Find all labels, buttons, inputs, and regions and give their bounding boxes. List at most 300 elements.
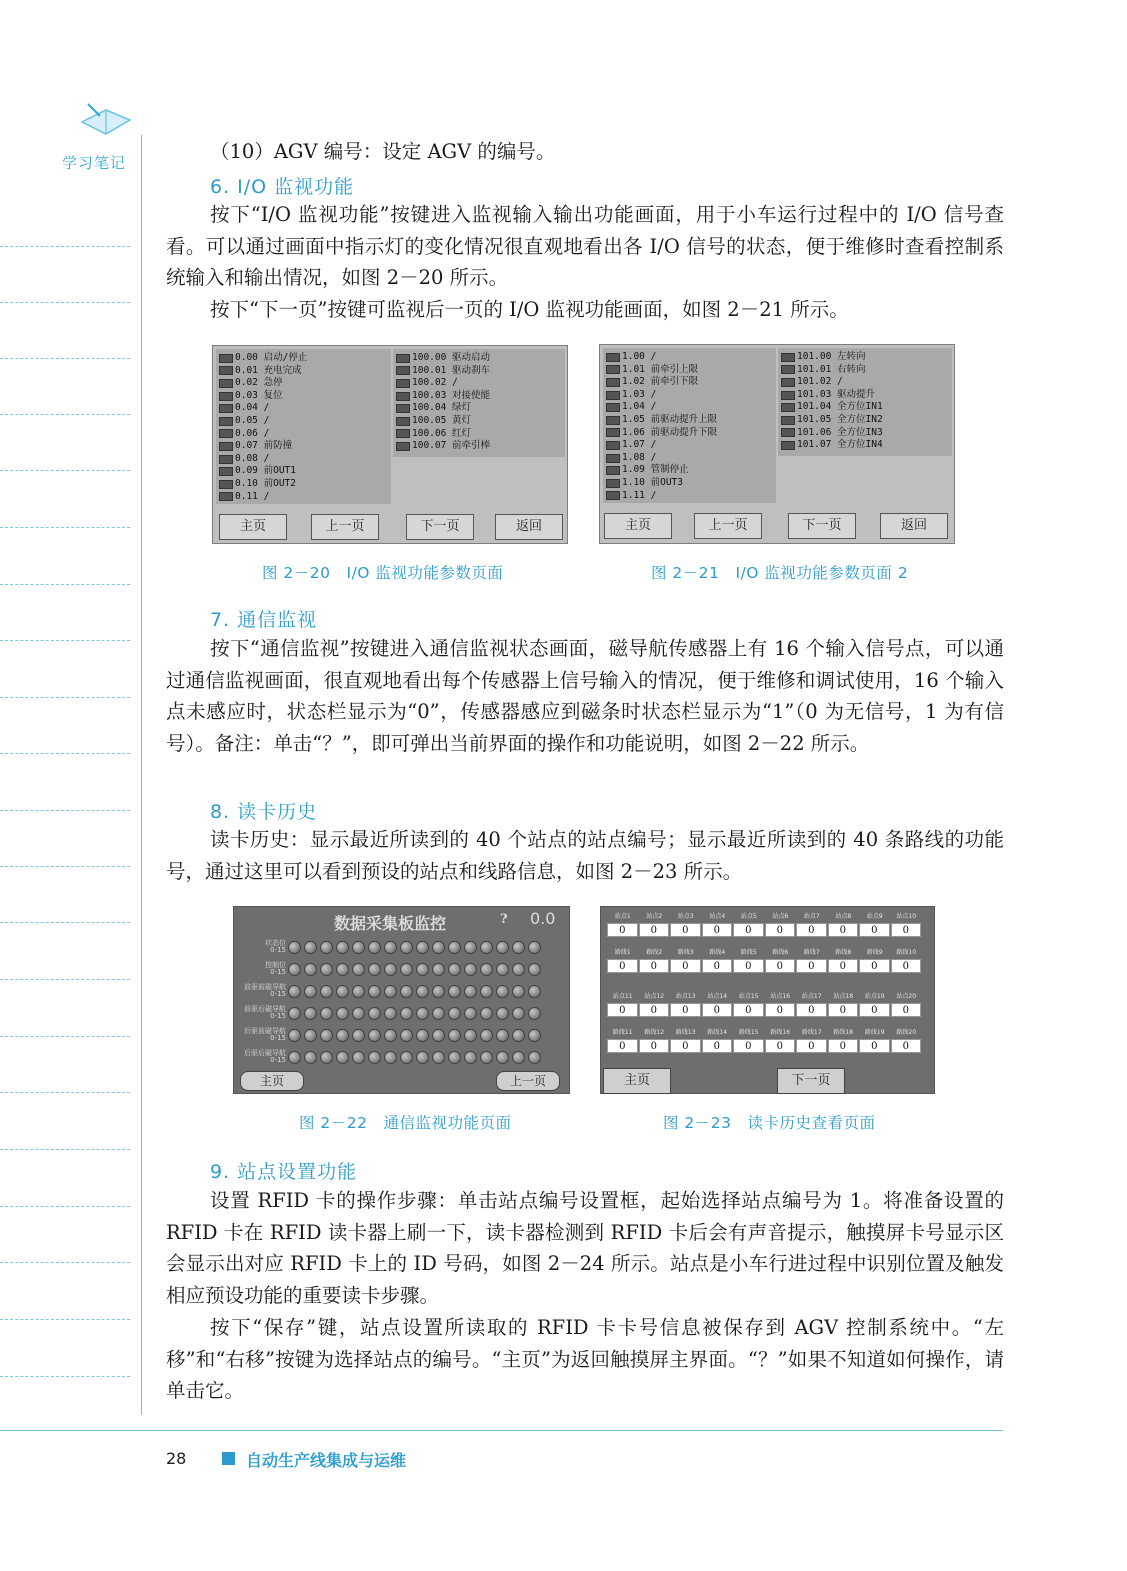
indicator-lamp-icon [396,417,410,426]
history-value-cell: 0 [639,923,670,937]
history-value-cell: 0 [765,959,796,973]
prev-page-button[interactable]: 上一页 [311,514,379,540]
comm-value-readout: 0.0 [530,909,556,928]
signal-led-icon [432,1051,445,1064]
history-column-label: 路线5 [740,949,757,956]
io-signal-row [606,439,776,452]
signal-led-icon [416,963,429,976]
sensor-row-label [238,962,288,976]
caption-fig-2-21: 图 2－21 I/O 监视功能参数页面 2 [651,564,909,582]
signal-led-icon [512,985,525,998]
history-value-cell: 0 [828,959,859,973]
signal-led-icon [416,941,429,954]
io-signal-label: 0.11 / [235,490,270,502]
read-history-screen [600,906,935,1094]
history-value-cell: 0 [670,1003,701,1017]
signal-led-icon [480,1029,493,1042]
history-column-label: 路线4 [709,949,726,956]
heading-read-history: 8. 读卡历史 [210,801,318,823]
signal-led-icon [352,941,365,954]
signal-led-icon [336,1051,349,1064]
margin-label: 学习笔记 [62,154,127,172]
indicator-lamp-icon [396,429,410,438]
io-signal-row [781,401,952,414]
history-value-cell: 0 [639,1003,670,1017]
io-signal-row [606,389,776,402]
io-signal-row [396,365,565,378]
history-value-cell: 0 [796,923,827,937]
signal-led-icon [336,985,349,998]
io-signal-row [219,415,391,428]
heading-io-monitor: 6. I/O 监视功能 [210,176,355,198]
indicator-lamp-icon [606,378,620,387]
io-signal-label: 1.09 管制停止 [622,464,689,476]
home-button[interactable]: 主页 [603,1068,671,1094]
signal-led-icon [320,1007,333,1020]
io-monitor-screen-2 [599,344,955,544]
history-value-cell: 0 [733,1039,764,1053]
signal-led-icon [448,941,461,954]
history-value-cell: 0 [639,959,670,973]
signal-led-icon [496,963,509,976]
signal-led-icon [432,963,445,976]
history-column-label: 站点12 [644,993,665,1000]
io-signal-row [396,440,565,453]
sensor-row-name: 后驱前磁导航 [244,1027,286,1035]
history-column-label: 站点19 [864,993,885,1000]
signal-led-icon [384,963,397,976]
footer-rule [0,1430,1003,1431]
sensor-row-name: 后驱后磁导航 [244,1049,286,1057]
io-monitor-screen-1 [212,345,568,544]
io-signal-row [606,414,776,427]
indicator-lamp-icon [606,441,620,450]
note-line [0,302,130,303]
signal-led-icon [528,985,541,998]
signal-led-icon [464,941,477,954]
page-number: 28 [166,1449,187,1468]
note-line [0,1376,130,1377]
io-signal-row [396,377,565,390]
sensor-row [238,1025,568,1045]
io-signal-row [606,477,776,490]
signal-led-icon [336,1029,349,1042]
signal-led-icon [304,941,317,954]
signal-led-icon [400,1029,413,1042]
signal-led-icon [528,1029,541,1042]
signal-led-icon [448,1029,461,1042]
io-signal-row [781,376,952,389]
io-signal-row [219,377,391,390]
history-column-label: 路线7 [803,949,820,956]
indicator-lamp-icon [396,354,410,363]
signal-led-icon [528,963,541,976]
book-title: 自动生产线集成与运维 [246,1451,407,1470]
signal-led-icon [288,1051,301,1064]
io-signal-label: 101.02 / [797,376,843,388]
history-label-row [607,992,922,1002]
home-button[interactable]: 主页 [219,514,287,540]
history-column-label: 路线18 [833,1029,854,1036]
indicator-lamp-icon [606,403,620,412]
signal-led-icon [304,985,317,998]
history-column-label: 站点1 [614,913,631,920]
io-signal-label: 101.07 全方位IN4 [797,439,883,451]
history-column-label: 站点7 [803,913,820,920]
io-output-panel-2 [778,348,952,456]
signal-led-icon [432,941,445,954]
signal-led-icon [320,1029,333,1042]
history-value-cell: 0 [891,923,922,937]
signal-led-icon [400,985,413,998]
paragraph-io-monitor: 按下“I/O 监视功能”按键进入监视输入输出功能画面，用于小车运行过程中的 I/O 信号查看。可以通过画面中指示灯的变化情况很直观地看出各 I/O 信号的状态，便于维修时查看控制系统输入和输出情况，如图 2－20 所示。 [166,203,1004,289]
next-page-button[interactable]: 下一页 [777,1068,845,1094]
io-signal-label: 0.09 前OUT1 [235,465,296,477]
io-signal-label: 101.00 左转向 [797,351,866,362]
signal-led-icon [352,985,365,998]
history-value-cell: 0 [765,1039,796,1053]
note-line [0,527,130,528]
signal-led-icon [400,1007,413,1020]
indicator-lamp-icon [781,428,795,437]
history-column-label: 路线20 [896,1029,917,1036]
history-value-row [607,1039,922,1053]
signal-led-icon [320,1051,333,1064]
history-column-label: 站点13 [675,993,696,1000]
history-column-label: 路线2 [646,949,663,956]
history-column-label: 站点10 [896,913,917,920]
io-signal-label: 0.04 / [235,402,270,414]
indicator-lamp-icon [396,366,410,375]
signal-led-icon [528,1007,541,1020]
indicator-lamp-icon [781,378,795,387]
help-button[interactable]: ? [500,912,508,927]
history-column-label: 站点4 [709,913,726,920]
signal-led-icon [416,1051,429,1064]
history-value-cell: 0 [859,1039,890,1053]
indicator-lamp-icon [219,429,233,438]
signal-led-icon [512,1007,525,1020]
signal-led-icon [320,941,333,954]
indicator-lamp-icon [219,417,233,426]
history-column-label: 站点14 [707,993,728,1000]
io-signal-label: 0.05 / [235,414,270,426]
io-signal-label: 1.11 / [622,489,657,501]
history-column-label: 路线12 [644,1029,665,1036]
io-signal-row [219,465,391,478]
sensor-row-range: 0-15 [270,1056,286,1064]
io-signal-label: 100.06 红灯 [412,427,472,439]
sensor-row-name: 控制位 [265,961,286,969]
io-signal-label: 101.03 驱动提升 [797,388,876,400]
io-signal-label: 1.04 / [622,401,657,413]
history-value-cell: 0 [607,1039,638,1053]
caption-fig-2-22: 图 2－22 通信监视功能页面 [299,1114,512,1132]
io-signal-row [781,427,952,440]
signal-led-icon [288,963,301,976]
signal-led-icon [528,1051,541,1064]
io-signal-row [219,365,391,378]
sensor-row-range: 0-15 [270,990,286,998]
margin-rule [141,135,142,1415]
signal-led-icon [464,963,477,976]
io-signal-label: 101.05 全方位IN2 [797,413,883,425]
prev-page-button[interactable]: 上一页 [694,513,762,539]
io-signal-label: 0.07 前防撞 [235,440,293,452]
indicator-lamp-icon [606,428,620,437]
history-label-row [607,1028,922,1038]
note-line [0,753,130,754]
io-signal-row [781,439,952,452]
signal-led-icon [528,941,541,954]
io-signal-label: 100.01 驱动刹车 [412,364,491,376]
signal-led-icon [336,941,349,954]
indicator-lamp-icon [219,404,233,413]
io-signal-label: 0.01 充电完成 [235,364,302,376]
indicator-lamp-icon [606,491,620,500]
io-signal-label: 1.03 / [622,388,657,400]
note-line [0,922,130,923]
history-column-label: 站点18 [833,993,854,1000]
io-signal-row [606,351,776,364]
history-value-cell: 0 [796,959,827,973]
signal-led-icon [400,963,413,976]
signal-led-icon [320,985,333,998]
io-input-panel-2 [603,348,776,503]
note-line [0,866,130,867]
signal-led-icon [336,963,349,976]
signal-led-icon [384,985,397,998]
history-value-cell: 0 [670,959,701,973]
history-value-cell: 0 [891,1039,922,1053]
sensor-row-label [238,1028,288,1042]
history-value-cell: 0 [702,923,733,937]
signal-led-icon [496,985,509,998]
signal-led-icon [352,1029,365,1042]
history-column-label: 路线16 [770,1029,791,1036]
note-line [0,1149,130,1150]
io-signal-label: 0.06 / [235,427,270,439]
indicator-lamp-icon [219,442,233,451]
paragraph-save: 按下“保存”键，站点设置所读取的 RFID 卡卡号信息被保存到 AGV 控制系统中。“左移”和“右移”按键为选择站点的编号。“主页”为返回触摸屏主界面。“？”如果不知道如何操作，请单击它。 [166,1316,1004,1402]
history-value-cell: 0 [670,1039,701,1053]
signal-led-icon [352,1007,365,1020]
indicator-lamp-icon [781,365,795,374]
next-page-button[interactable]: 下一页 [406,514,474,540]
io-signal-row [396,428,565,441]
signal-led-icon [464,1029,477,1042]
history-value-cell: 0 [702,1039,733,1053]
history-column-label: 站点9 [866,913,883,920]
signal-led-icon [384,1007,397,1020]
signal-led-icon [288,941,301,954]
io-signal-label: 1.08 / [622,451,657,463]
io-signal-label: 0.03 复位 [235,389,283,401]
paragraph-read-history: 读卡历史：显示最近所读到的 40 个站点的站点编号；显示最近所读到的 40 条路线的功能号，通过这里可以看到预设的站点和线路信息，如图 2－23 所示。 [166,828,1004,883]
signal-led-icon [448,1051,461,1064]
history-value-row [607,959,922,973]
history-column-label: 站点8 [835,913,852,920]
io-signal-row [781,364,952,377]
signal-led-icon [496,1029,509,1042]
io-signal-row [219,440,391,453]
history-value-cell: 0 [859,959,890,973]
note-line [0,246,130,247]
io-signal-row [606,464,776,477]
sensor-row-name: 状态位 [265,939,286,947]
io-signal-row [396,415,565,428]
io-signal-label: 100.03 对接使能 [412,389,491,401]
history-column-label: 站点16 [770,993,791,1000]
io-signal-row [606,490,776,503]
history-column-label: 路线6 [772,949,789,956]
note-line [0,358,130,359]
history-value-row [607,923,922,937]
history-value-cell: 0 [639,1039,670,1053]
io-signal-row [606,376,776,389]
io-signal-row [606,452,776,465]
note-line [0,1092,130,1093]
io-signal-label: 1.07 / [622,439,657,451]
note-line [0,1319,130,1320]
signal-led-icon [400,941,413,954]
indicator-lamp-icon [219,354,233,363]
heading-station-setting: 9. 站点设置功能 [210,1161,358,1183]
history-value-cell: 0 [733,923,764,937]
note-line [0,1206,130,1207]
io-signal-label: 100.02 / [412,377,458,389]
sensor-row-range: 0-15 [270,968,286,976]
indicator-lamp-icon [219,379,233,388]
history-column-label: 路线8 [835,949,852,956]
signal-led-icon [448,1007,461,1020]
indicator-lamp-icon [606,365,620,374]
sensor-row-label [238,1050,288,1064]
indicator-lamp-icon [606,391,620,400]
signal-led-icon [464,1051,477,1064]
signal-led-icon [416,1007,429,1020]
indicator-lamp-icon [219,480,233,489]
indicator-lamp-icon [606,454,620,463]
io-signal-row [396,352,565,365]
io-signal-label: 101.01 右转向 [797,363,866,375]
signal-led-icon [368,985,381,998]
io-input-panel-1 [216,349,391,504]
signal-led-icon [304,1007,317,1020]
next-page-button[interactable]: 下一页 [788,513,856,539]
sensor-row-name: 前驱前磁导航 [244,983,286,991]
history-column-label: 站点3 [677,913,694,920]
signal-led-icon [432,1029,445,1042]
signal-led-icon [384,941,397,954]
io-signal-label: 1.00 / [622,351,657,362]
io-signal-row [781,414,952,427]
signal-led-icon [368,1029,381,1042]
signal-led-icon [368,963,381,976]
signal-led-icon [304,1051,317,1064]
history-column-label: 路线19 [864,1029,885,1036]
note-line [0,584,130,585]
signal-led-icon [384,1029,397,1042]
history-column-label: 路线15 [738,1029,759,1036]
history-value-cell: 0 [702,959,733,973]
history-label-row [607,912,922,922]
io-signal-row [781,351,952,364]
sensor-row [238,1003,568,1023]
history-column-label: 路线17 [801,1029,822,1036]
io-signal-row [219,478,391,491]
signal-led-icon [304,1029,317,1042]
history-column-label: 站点20 [896,993,917,1000]
sensor-row-label [238,1006,288,1020]
caption-fig-2-20: 图 2－20 I/O 监视功能参数页面 [262,564,504,582]
note-line [0,640,130,641]
signal-led-icon [416,1029,429,1042]
signal-led-icon [416,985,429,998]
history-value-cell: 0 [607,923,638,937]
prev-page-button[interactable]: 上一页 [496,1071,560,1091]
history-value-cell: 0 [702,1003,733,1017]
io-signal-row [219,453,391,466]
io-signal-label: 1.10 前OUT3 [622,476,683,488]
indicator-lamp-icon [781,403,795,412]
signal-led-icon [480,1007,493,1020]
signal-led-icon [512,941,525,954]
io-signal-label: 1.06 前驱动提升下限 [622,426,718,438]
signal-led-icon [512,1029,525,1042]
history-value-cell: 0 [796,1039,827,1053]
indicator-lamp-icon [396,379,410,388]
indicator-lamp-icon [219,455,233,464]
io-signal-row [219,402,391,415]
history-value-cell: 0 [670,923,701,937]
indicator-lamp-icon [781,416,795,425]
sensor-row-range: 0-15 [270,946,286,954]
signal-led-icon [512,963,525,976]
io-signal-label: 1.01 前牵引上限 [622,363,699,375]
note-line [0,697,130,698]
sensor-row [238,981,568,1001]
history-column-label: 站点11 [612,993,633,1000]
signal-led-icon [368,1007,381,1020]
io-signal-label: 100.07 前牵引棒 [412,440,491,452]
history-value-cell: 0 [859,923,890,937]
history-value-cell: 0 [607,959,638,973]
indicator-lamp-icon [219,492,233,501]
signal-led-icon [352,1051,365,1064]
comm-monitor-title: 数据采集板监控 [334,914,447,933]
history-value-cell: 0 [733,959,764,973]
history-value-cell: 0 [796,1003,827,1017]
history-value-cell: 0 [828,1039,859,1053]
io-signal-row [781,389,952,402]
io-signal-label: 0.08 / [235,452,270,464]
history-column-label: 路线9 [866,949,883,956]
signal-led-icon [496,1007,509,1020]
history-label-row [607,948,922,958]
back-button[interactable]: 返回 [880,513,948,539]
history-value-cell: 0 [828,923,859,937]
signal-led-icon [336,1007,349,1020]
signal-led-icon [304,963,317,976]
signal-led-icon [512,1051,525,1064]
home-button[interactable]: 主页 [240,1071,304,1091]
back-button[interactable]: 返回 [495,514,563,540]
indicator-lamp-icon [396,392,410,401]
indicator-lamp-icon [396,442,410,451]
history-value-cell: 0 [733,1003,764,1017]
home-button[interactable]: 主页 [604,513,672,539]
